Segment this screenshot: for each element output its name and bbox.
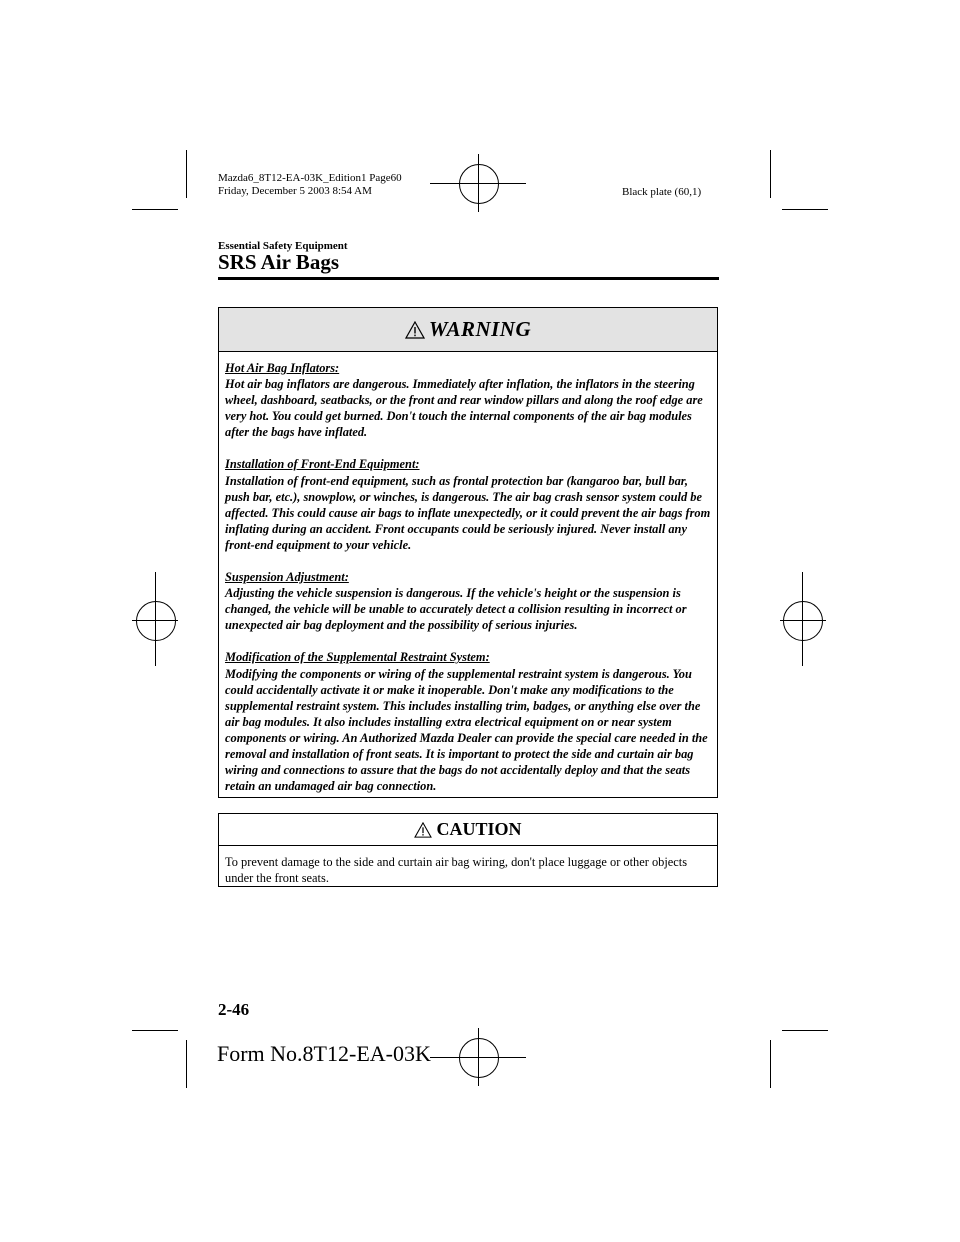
warning-paragraph xyxy=(225,360,713,440)
title-rule xyxy=(218,277,719,280)
crop-mark xyxy=(770,150,771,198)
warning-paragraph-heading: Hot Air Bag Inflators: xyxy=(225,361,340,375)
warning-header xyxy=(219,308,717,352)
registration-circle xyxy=(136,601,176,641)
warning-paragraph-text: Modifying the components or wiring of the supplemental restraint system is dangerous. You could accidentally activate it or make it inoperable. Don't make any modifications to the supplemental restraint system. This includes installing trim, badges, or anything else over the air bag modules. It also includes installing extra electrical equipment on or near system components or wiring. An Authorized Mazda Dealer can provide the special care needed in the removal and installation of front seats. It is important to protect the side and curtain air bag wiring and connections to assure that the bags do not accidentally deploy and that the seats retain an undamaged air bag connection. xyxy=(225,666,708,794)
registration-circle xyxy=(459,164,499,204)
caution-triangle-icon xyxy=(414,822,432,838)
print-job-date: Friday, December 5 2003 8:54 AM xyxy=(218,185,372,197)
caution-box xyxy=(218,813,718,887)
warning-paragraph-text: Hot air bag inflators are dangerous. Immediately after inflation, the inflators in the steering wheel, dashboard, seatbacks, or the front and rear window pillars and along the roof edge are very hot. You could get burned. Don't touch the internal components of the air bag modules after the bags have inflated. xyxy=(225,377,703,440)
warning-paragraph xyxy=(225,456,713,553)
warning-paragraph-heading: Modification of the Supplemental Restraint System: xyxy=(225,650,490,665)
warning-title: WARNING xyxy=(428,317,532,341)
crop-mark xyxy=(186,1040,187,1088)
warning-paragraph-text: Adjusting the vehicle suspension is dangerous. If the vehicle's height or the suspension is changed, the vehicle will be unable to accurately detect a collision resulting in incorrect or unexpected air bag deployment and the possibility of serious injuries. xyxy=(225,586,687,633)
warning-paragraph xyxy=(225,649,713,794)
crop-mark xyxy=(186,150,187,198)
warning-triangle-icon xyxy=(405,321,425,339)
caution-text: To prevent damage to the side and curtain air bag wiring, don't place luggage or other objects under the front seats. xyxy=(225,855,688,886)
registration-circle xyxy=(783,601,823,641)
registration-circle xyxy=(459,1038,499,1078)
warning-paragraph-heading: Suspension Adjustment: xyxy=(225,570,349,585)
crop-mark xyxy=(132,209,178,210)
caution-title: CAUTION xyxy=(436,819,522,839)
page-number: 2-46 xyxy=(218,1000,250,1019)
crop-mark xyxy=(770,1040,771,1088)
form-number: Form No.8T12-EA-03K xyxy=(217,1041,431,1066)
crop-mark xyxy=(132,1030,178,1031)
caution-header xyxy=(219,814,717,846)
section-label: Essential Safety Equipment xyxy=(218,240,348,252)
warning-body xyxy=(219,352,717,794)
warning-paragraph-text: Installation of front-end equipment, such as frontal protection bar (kangaroo bar, bull bar, push bar, etc.), snowplow, or winches, is dangerous. The air bag crash sensor system could be affected. This could cause air bags to inflate unexpectedly, or it could prevent the air bags from inflating during an accident. Front occupants could be seriously injured. Never install any front-end equipment to your vehicle. xyxy=(225,473,711,552)
warning-paragraph-heading: Installation of Front-End Equipment: xyxy=(225,457,420,472)
plate-info: Black plate (60,1) xyxy=(622,186,702,198)
crop-mark xyxy=(782,1030,828,1031)
print-job-info xyxy=(218,172,402,198)
crop-mark xyxy=(782,209,828,210)
warning-box xyxy=(218,307,718,798)
page-title: SRS Air Bags xyxy=(218,250,339,274)
warning-paragraph xyxy=(225,569,713,633)
print-job-line: Mazda6_8T12-EA-03K_Edition1 Page60 xyxy=(218,172,402,184)
